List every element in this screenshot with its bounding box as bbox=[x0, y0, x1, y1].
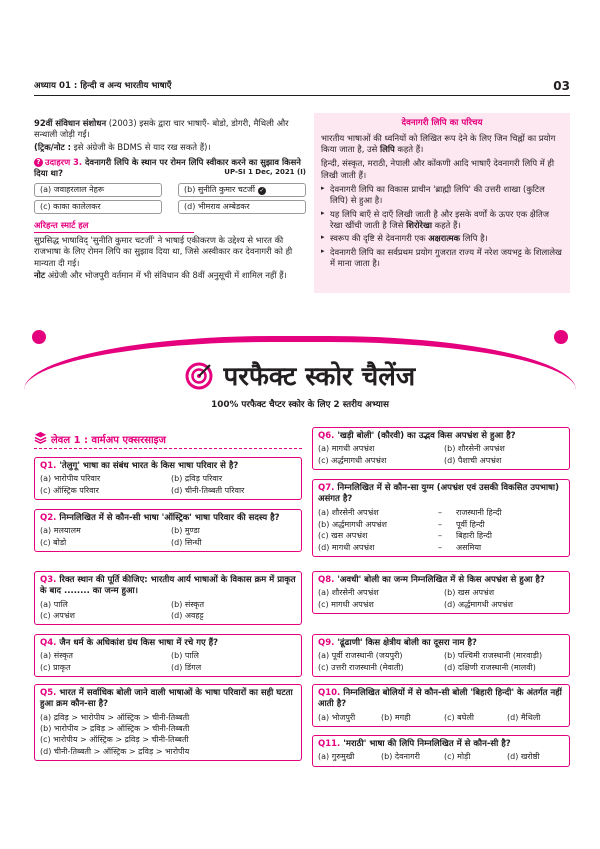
option[interactable]: (b) संस्कृत bbox=[171, 599, 205, 609]
pair-row[interactable]: (d) मागधी अपभ्रंश – असमिया bbox=[318, 542, 482, 552]
banner-subtitle: 100% परफैक्ट चैप्टर स्कोर के लिए 2 स्तरीय अभ्यास bbox=[211, 400, 389, 410]
option[interactable]: (b) मगही bbox=[381, 712, 411, 722]
question-card-q10: Q10. निम्नलिखित बोलियों में से कौन-सी बोली 'बिहारी हिन्दी' के अंतर्गत नहीं आती है? (a) भोजपुरी (b) मगही (c) बघेली (d) मैथिली bbox=[312, 684, 570, 727]
option[interactable]: (d) चीनी-तिब्बती > ऑस्ट्रिक > द्रविड़ > भारोपीय bbox=[40, 746, 190, 756]
note-text: नोट अंग्रेजी और भोजपुरी वर्तमान में भी संविधान की 8वीं अनुसूची में शामिल नहीं हैं। bbox=[34, 270, 287, 281]
option[interactable]: (a) पूर्वी राजस्थानी (जयपुरी) bbox=[318, 651, 403, 661]
option[interactable]: (a) द्रविड़ > भारोपीय > ऑस्ट्रिक > चीनी-तिब्बती bbox=[40, 712, 190, 722]
page-number: 03 bbox=[553, 79, 570, 93]
question-card-q11: Q11. 'मराठी' भाषा की लिपि निम्नलिखित में से कौन-सी है? (a) गुरुमुखी (b) देवनागरी (c) मोड़ी (d) खरोष्ठी bbox=[312, 735, 570, 767]
option[interactable]: (a) गुरुमुखी bbox=[318, 752, 355, 762]
amendment-note: 92वीं संविधान संशोधन (2003) इसके द्वारा चार भाषाएँ- बोडो, डोगरी, मैथिली और सन्थाली जोड़ी गईं। bbox=[34, 118, 289, 140]
smart-solution-text: सुप्रसिद्ध भाषाविद् 'सुनीति कुमार चटर्जी' ने भाषाई एकीकरण के उद्देश्य से भारत की राजभाषा के लिए रोमन लिपि का सुझाव दिया था, जिसे अस्वीकार कर देवनागरी को ही मान्यता दी गई। bbox=[34, 235, 293, 268]
option[interactable]: (d) पैशाची अपभ्रंश bbox=[444, 455, 502, 465]
exam-tag: UP-SI 1 Dec, 2021 (I) bbox=[224, 168, 306, 177]
option[interactable]: (a) संस्कृत bbox=[40, 651, 73, 661]
option[interactable]: (b) भारोपीय > द्रविड़ > ऑस्ट्रिक > चीनी-तिब्बती bbox=[40, 724, 190, 734]
question-card-q7: Q7. निम्नलिखित में से कौन-सा युग्म (अपभ्रंश एवं उसकी विकसित उपभाषा) असंगत है? (a) शौरसेनी अपभ्रंश – राजस्थानी हिन्दी (b) अर्द्धमागधी अपभ्रंश – पूर्वी हिन्दी (c) खस अपभ्रंश – बिहारी हिन्दी (d) मागधी अपभ्रंश – असमिया bbox=[312, 479, 570, 557]
option[interactable]: (c) बोडो bbox=[40, 537, 67, 547]
info-bullet: ▸ देवनागरी लिपि का विकास प्राचीन 'ब्राह्मी लिपि' की उत्तरी शाखा (कुटिल लिपि) से हुआ है। bbox=[321, 184, 563, 207]
info-bullet: ▸ यह लिपि बाएँ से दाएँ लिखी जाती है और इसके वर्णों के ऊपर एक क्षैतिज रेखा खींची जाती है जिसे शिरोरेखा कहते हैं। bbox=[321, 209, 563, 232]
option[interactable]: (d) अर्द्धमागधी अपभ्रंश bbox=[444, 599, 513, 609]
info-box-title: देवनागरी लिपि का परिचय bbox=[401, 118, 483, 128]
option[interactable]: (a) भारोपीय परिवार bbox=[40, 474, 101, 484]
question-card-q6: Q6. 'खड़ी बोली' (कौरवी) का उद्भव किस अपभ्रंश से हुआ है? (a) मागधी अपभ्रंश (b) शौरसेनी अपभ्रंश (c) अर्द्धमागधी अपभ्रंश (d) पैशाची अपभ्रंश bbox=[312, 427, 570, 470]
option[interactable]: (c) मोड़ी bbox=[444, 752, 471, 762]
devanagari-info-box bbox=[314, 113, 570, 293]
option[interactable]: (d) खरोष्ठी bbox=[507, 752, 540, 762]
option[interactable]: (c) बघेली bbox=[444, 712, 474, 722]
option[interactable]: (c) प्राकृत bbox=[40, 662, 71, 672]
question-card-q4: Q4. जैन धर्म के अधिकांश ग्रंथ किस भाषा में रचे गए हैं? (a) संस्कृत (b) पालि (c) प्राकृत (d) डिंगल bbox=[34, 634, 302, 677]
info-para-1: भारतीय भाषाओं की ध्वनियों को लिखित रूप देने के लिए जिन चिह्नों का प्रयोग किया जाता है, उसे लिपि कहते हैं। bbox=[321, 132, 556, 154]
option[interactable]: (d) दक्षिणी राजस्थानी (मालवी) bbox=[444, 662, 536, 672]
banner-arc-dot bbox=[554, 330, 568, 344]
question-icon: ? bbox=[34, 158, 43, 167]
top-left-section bbox=[34, 118, 306, 282]
option[interactable]: (d) अवहट्ट bbox=[171, 611, 204, 621]
banner-title-wrap bbox=[0, 360, 600, 395]
target-icon bbox=[185, 362, 213, 393]
example-option-c[interactable]: (c) काका कालेलकर bbox=[34, 200, 162, 214]
chapter-title: अध्याय 01 : हिन्दी व अन्य भारतीय भाषाएँ bbox=[34, 81, 172, 91]
example-options bbox=[34, 183, 306, 214]
info-para-2: हिन्दी, संस्कृत, मराठी, नेपाली और कोंकणी आदि भाषाएँ देवनागरी लिपि में ही लिखी जाती हैं। bbox=[321, 158, 555, 180]
option[interactable]: (c) अपभ्रंश bbox=[40, 611, 75, 621]
question-card-q2: Q2. निम्नलिखित में से कौन-सी भाषा 'ऑस्ट्रिक' भाषा परिवार की सदस्य है? (a) मलयालम (b) मुण्डा (c) बोडो (d) सिन्धी bbox=[34, 509, 302, 552]
question-card-q3: Q3. रिक्त स्थान की पूर्ति कीजिए: भारतीय आर्य भाषाओं के विकास क्रम में प्राकृत के बाद ........ का जन्म हुआ। (a) पालि (b) संस्कृत (c) अपभ्रंश (d) अवहट्ट bbox=[34, 571, 302, 625]
option[interactable]: (d) मैथिली bbox=[507, 712, 541, 722]
pair-row[interactable]: (c) खस अपभ्रंश – बिहारी हिन्दी bbox=[318, 531, 492, 541]
question-card-q9: Q9. 'ढूंढाणी' किस क्षेत्रीय बोली का दूसरा नाम है? (a) पूर्वी राजस्थानी (जयपुरी) (b) पश्चिमी राजस्थानी (मारवाड़ी) (c) उत्तरी राजस्थानी (मेवाती) (d) दक्षिणी राजस्थानी (मालवी) bbox=[312, 634, 570, 677]
page-header bbox=[34, 80, 570, 96]
option[interactable]: (b) मुण्डा bbox=[171, 526, 200, 536]
example-option-b[interactable]: (b) सुनीति कुमार चटर्जी ✓ bbox=[178, 183, 306, 197]
level-heading: लेवल 1 : वार्मअप एक्सरसाइज bbox=[34, 431, 166, 449]
pair-row[interactable]: (a) शौरसेनी अपभ्रंश – राजस्थानी हिन्दी bbox=[318, 507, 502, 517]
banner-arc-dot bbox=[32, 330, 46, 344]
trick-note: (ट्रिक/नोट : इसे अंग्रेजी के BDMS से याद रख सकते हैं)। bbox=[34, 141, 211, 152]
option[interactable]: (b) देवनागरी bbox=[381, 752, 420, 762]
example-option-d[interactable]: (d) भीमराव अम्बेडकर bbox=[178, 200, 306, 214]
option[interactable]: (d) चीनी-तिब्बती परिवार bbox=[171, 485, 245, 495]
option[interactable]: (b) खस अपभ्रंश bbox=[444, 588, 495, 598]
check-icon: ✓ bbox=[259, 186, 265, 194]
option[interactable]: (b) पश्चिमी राजस्थानी (मारवाड़ी) bbox=[444, 651, 543, 661]
example-option-a[interactable]: (a) जवाहरलाल नेहरू bbox=[34, 183, 162, 197]
info-bullets bbox=[321, 184, 563, 269]
option[interactable]: (b) शौरसेनी अपभ्रंश bbox=[444, 444, 505, 454]
option[interactable]: (b) द्रविड़ परिवार bbox=[171, 474, 223, 484]
option[interactable]: (c) अर्द्धमागधी अपभ्रंश bbox=[318, 455, 387, 465]
pair-row[interactable]: (b) अर्द्धमागधी अपभ्रंश – पूर्वी हिन्दी bbox=[318, 519, 485, 529]
option[interactable]: (c) उत्तरी राजस्थानी (मेवाती) bbox=[318, 662, 404, 672]
banner-title: परफैक्ट स्कोर चैलेंज bbox=[223, 362, 416, 392]
layers-icon bbox=[34, 431, 47, 449]
option[interactable]: (d) डिंगल bbox=[171, 662, 202, 672]
question-card-q8: Q8. 'अवधी' बोली का जन्म निम्नलिखित में से किस अपभ्रंश से हुआ है? (a) शौरसेनी अपभ्रंश (b) खस अपभ्रंश (c) मागधी अपभ्रंश (d) अर्द्धमागधी अपभ्रंश bbox=[312, 571, 570, 614]
info-bullet: ▸ स्वरूप की दृष्टि से देवनागरी एक अक्षरात्मक लिपि है। bbox=[321, 233, 563, 244]
divider bbox=[34, 232, 194, 233]
info-bullet: ▸ देवनागरी लिपि का सर्वप्रथम प्रयोग गुजरात राज्य में नरेश जयभट्ट के शिलालेख में माना जाता है। bbox=[321, 247, 563, 270]
example-question: ? उदाहरण 3. देवनागरी लिपि के स्थान पर रोमन लिपि स्वीकार करने का सुझाव किसने दिया था? UP-SI 1 Dec, 2021 (I) bbox=[34, 157, 306, 179]
option[interactable]: (b) पालि bbox=[171, 651, 199, 661]
level-divider bbox=[34, 448, 302, 449]
option[interactable]: (c) ऑस्ट्रिक परिवार bbox=[40, 485, 99, 495]
option[interactable]: (d) सिन्धी bbox=[171, 537, 202, 547]
question-card-q1: Q1. 'तेलुगू' भाषा का संबंध भारत के किस भाषा परिवार से है? (a) भारोपीय परिवार (b) द्रविड़ परिवार (c) ऑस्ट्रिक परिवार (d) चीनी-तिब्बती परिवार bbox=[34, 457, 302, 500]
option[interactable]: (a) पालि bbox=[40, 599, 68, 609]
smart-solution-heading: अरिहन्त स्मार्ट हल bbox=[34, 219, 89, 230]
option[interactable]: (c) मागधी अपभ्रंश bbox=[318, 599, 374, 609]
option[interactable]: (a) शौरसेनी अपभ्रंश bbox=[318, 588, 379, 598]
question-card-q5: Q5. भारत में सर्वाधिक बोली जाने वाली भाषाओं के भाषा परिवारों का सही घटता हुआ क्रम कौन-सा है? (a) द्रविड़ > भारोपीय > ऑस्ट्रिक > चीनी-तिब्बती (b) भारोपीय > द्रविड़ > ऑस्ट्रिक > चीनी-तिब्बती (c) भारोपीय > ऑस्ट्रिक > द्रविड़ > चीनी-तिब्बती (d) चीनी-तिब्बती > ऑस्ट्रिक > द्रविड़ > भारोपीय bbox=[34, 684, 302, 761]
option[interactable]: (a) मागधी अपभ्रंश bbox=[318, 444, 375, 454]
option[interactable]: (c) भारोपीय > ऑस्ट्रिक > द्रविड़ > चीनी-तिब्बती bbox=[40, 735, 189, 745]
option[interactable]: (a) मलयालम bbox=[40, 526, 81, 536]
option[interactable]: (a) भोजपुरी bbox=[318, 712, 356, 722]
